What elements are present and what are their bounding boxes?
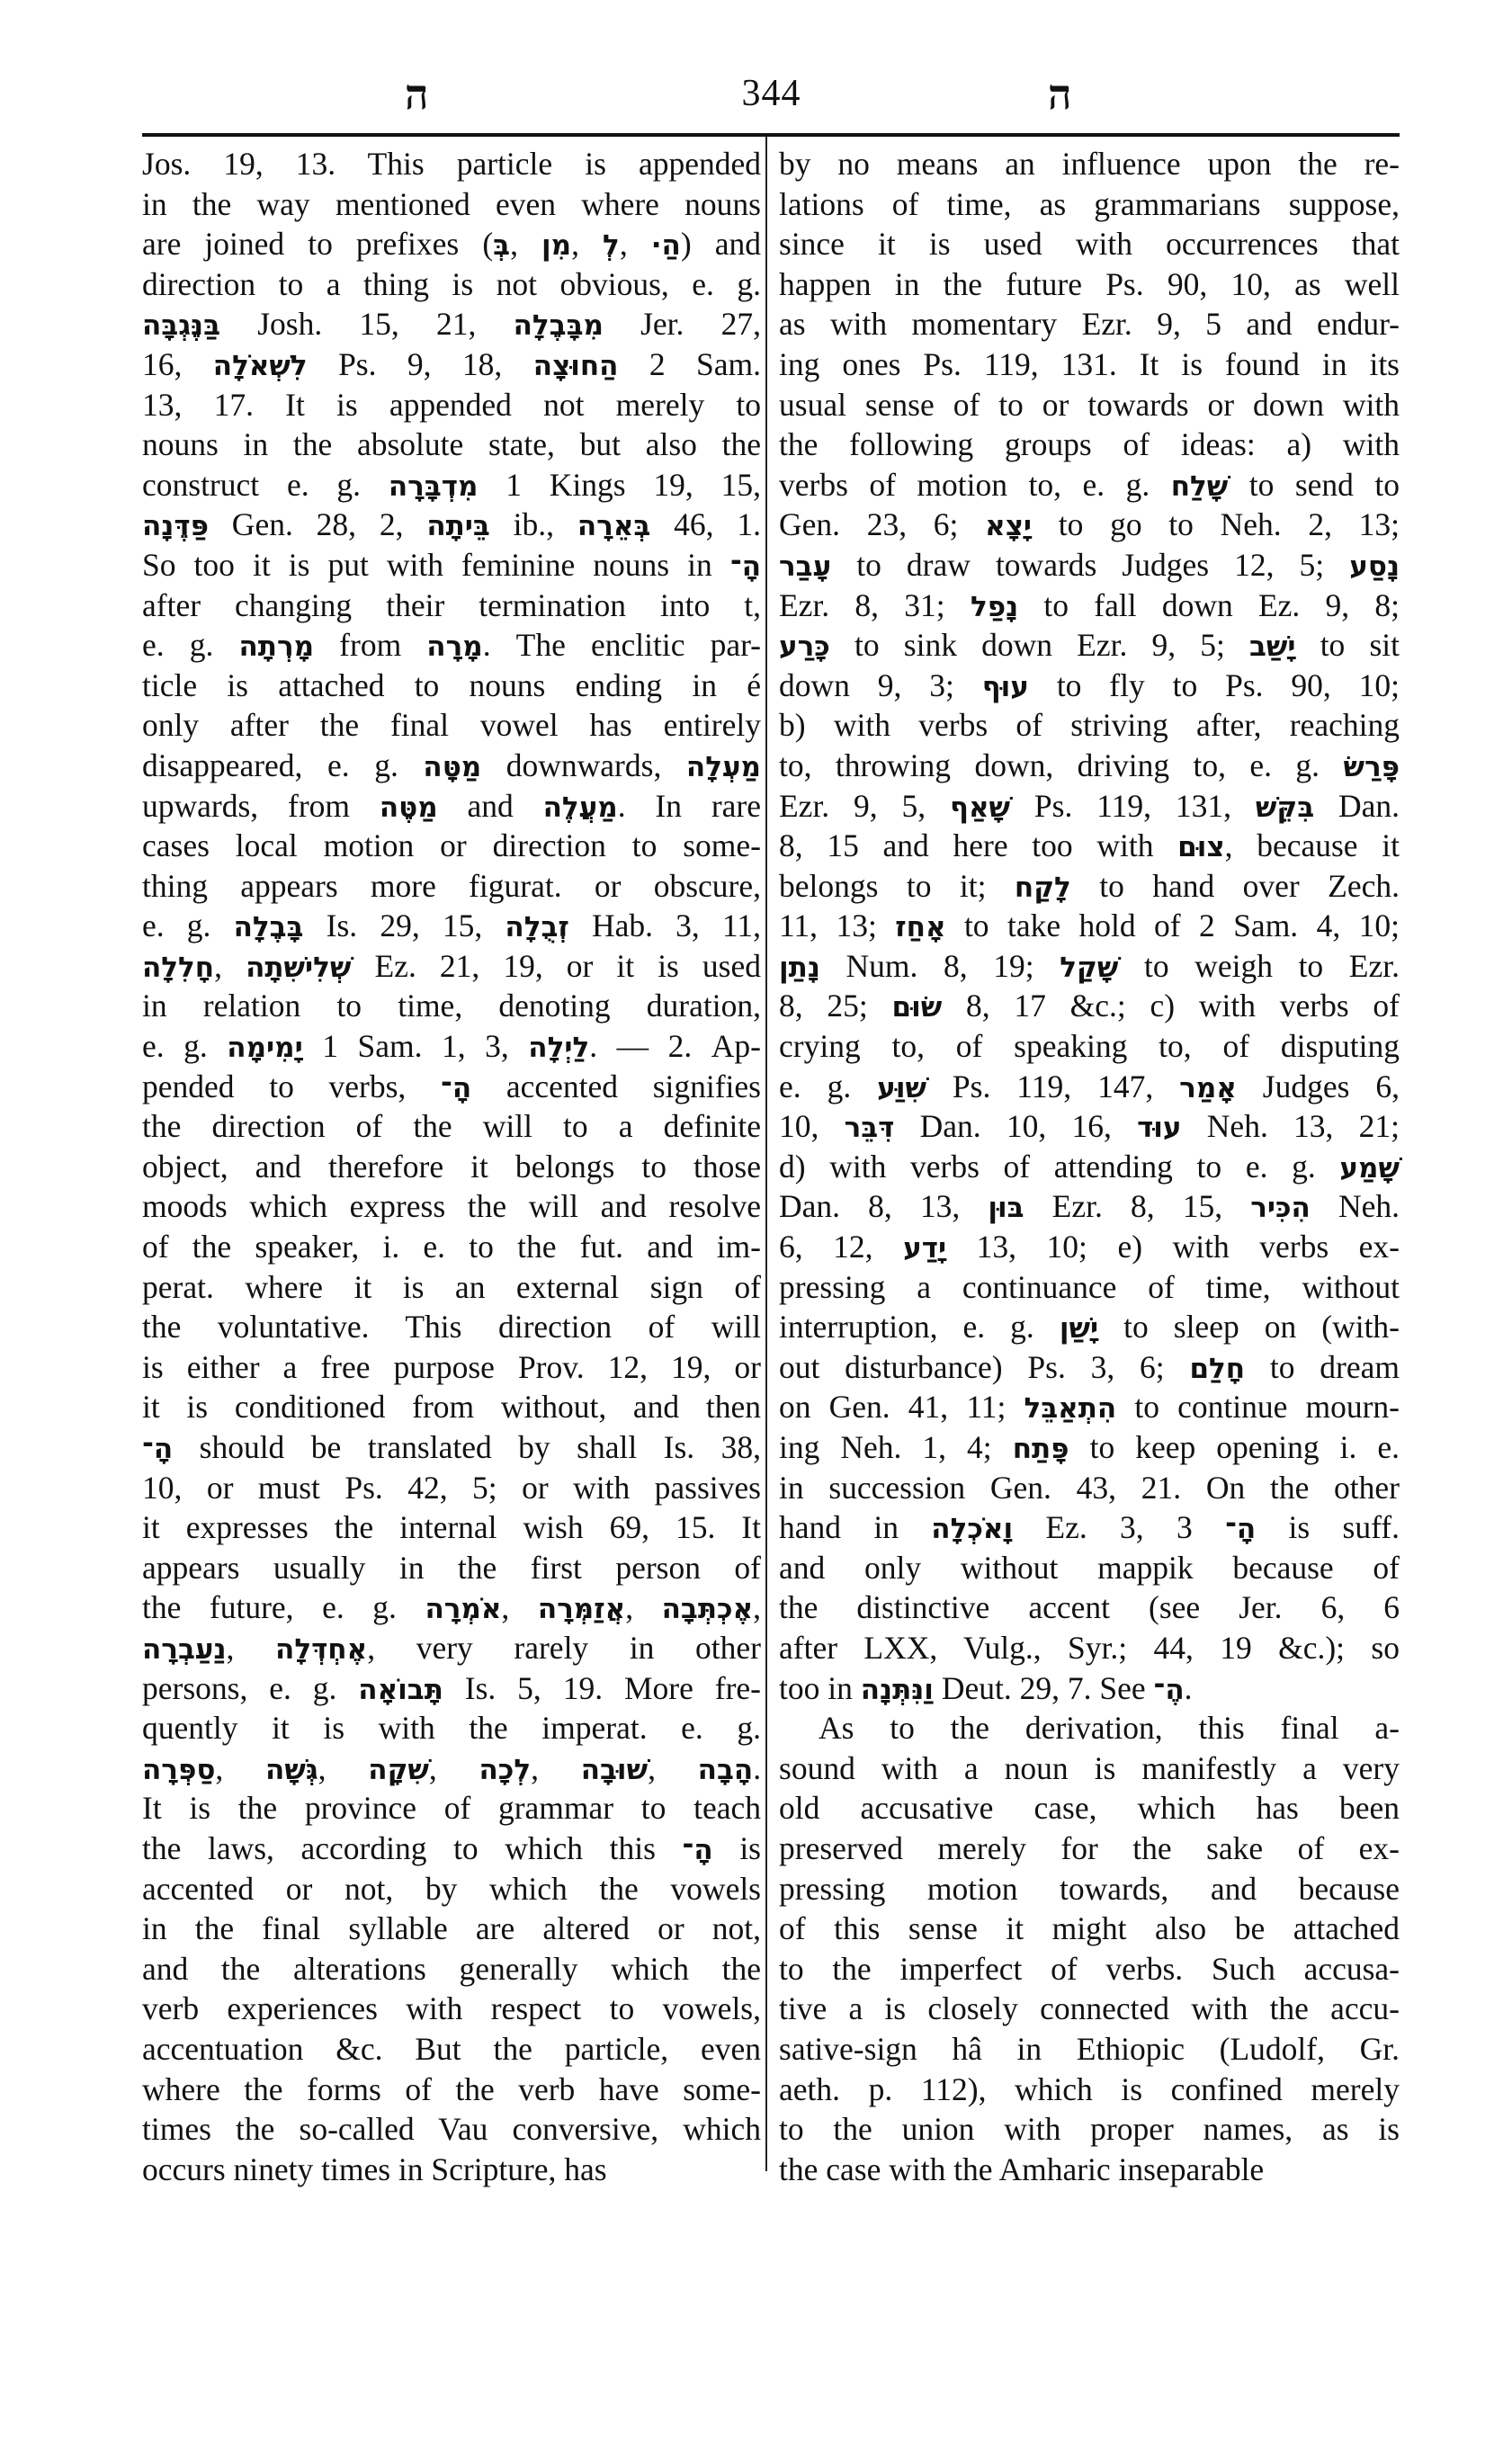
- text-line: the future, e. g. אֹמְרָה, אֲזַמְּרָה, אֶכְתְּבָה,: [142, 1589, 762, 1626]
- text-line: in relation to time, denoting duration,: [142, 988, 761, 1024]
- text-line: as with momentary Ezr. 9, 5 and endur-: [779, 306, 1400, 343]
- text-line: ing Neh. 1, 4; פָּתַח to keep opening i. e.: [779, 1429, 1400, 1465]
- text-line: d) with verbs of attending to e. g. שָׁמַע: [779, 1148, 1400, 1185]
- text-line: belongs to it; לָקַח to hand over Zech.: [779, 867, 1400, 904]
- text-line: 10, or must Ps. 42, 5; or with passives: [142, 1469, 761, 1506]
- text-line: 16, לִשְׁאֹלָה Ps. 9, 18, הַחוּצָה 2 Sam.: [142, 345, 761, 382]
- text-line: to, throwing down, driving to, e. g. פָּרַשׂ: [779, 747, 1400, 783]
- text-line: the voluntative. This direction of will: [142, 1309, 761, 1346]
- text-line: hand in וָאֹכְלָה Ez. 3, 3 הָ־ is suff.: [779, 1509, 1400, 1546]
- text-line: is either a free purpose Prov. 12, 19, or: [142, 1348, 761, 1385]
- column-divider: [765, 137, 767, 2171]
- text-line: moods which express the will and resolve: [142, 1188, 761, 1225]
- text-line: and only without mappik because of: [779, 1549, 1400, 1586]
- text-line: ing ones Ps. 119, 131. It is found in its: [779, 345, 1400, 382]
- text-line: pended to verbs, הָ־ accented signifies: [142, 1068, 761, 1104]
- text-line: times the so-called Vau conversive, which: [142, 2111, 761, 2148]
- header-rule: [142, 133, 1400, 137]
- text-line: the following groups of ideas: a) with: [779, 426, 1400, 463]
- text-line: Jos. 19, 13. This particle is appended: [142, 146, 761, 182]
- text-line: since it is used with occurrences that: [779, 226, 1400, 263]
- text-line: in succession Gen. 43, 21. On the other: [779, 1469, 1400, 1506]
- text-line: too in וַנִּתְּנָה Deut. 29, 7. See הֶ־.: [779, 1669, 1193, 1706]
- text-line: tive a is closely connected with the accu-: [779, 1990, 1400, 2027]
- text-line: crying to, of speaking to, of disputing: [779, 1028, 1400, 1065]
- text-line: happen in the future Ps. 90, 10, as well: [779, 265, 1400, 302]
- text-line: It is the province of grammar to teach: [142, 1790, 761, 1827]
- text-line: to the imperfect of verbs. Such accusa-: [779, 1950, 1400, 1987]
- text-line: sound with a noun is manifestly a very: [779, 1749, 1400, 1786]
- text-line: out disturbance) Ps. 3, 6; חָלַם to dream: [779, 1348, 1400, 1385]
- text-line: on Gen. 41, 11; הִתְאַבֵּל to continue mourn-: [779, 1389, 1400, 1426]
- header-letter-right: ה: [1048, 70, 1072, 119]
- text-line: בַּנֶּגְבָּה Josh. 15, 21, מִבָּבֶלָה Jer. 27,: [142, 306, 762, 343]
- text-line: after LXX, Vulg., Syr.; 44, 19 &c.); so: [779, 1629, 1400, 1666]
- text-line: appears usually in the first person of: [142, 1549, 761, 1586]
- text-line: the direction of the will to a definite: [142, 1108, 761, 1145]
- text-line: of the speaker, i. e. to the fut. and im-: [142, 1229, 761, 1265]
- text-line: it expresses the internal wish 69, 15. It: [142, 1509, 761, 1546]
- text-line: by no means an influence upon the re-: [779, 146, 1400, 182]
- text-line: 10, דִּבֵּר Dan. 10, 16, עוּד Neh. 13, 21;: [779, 1108, 1400, 1145]
- text-line: ticle is attached to nouns ending in é: [142, 666, 761, 703]
- text-line: object, and therefore it belongs to those: [142, 1148, 761, 1185]
- text-line: Ezr. 9, 5, שָׁאַף Ps. 119, 131, בִּקֵּשׁ Dan.: [779, 787, 1400, 824]
- text-line: הָ־ should be translated by shall Is. 38,: [142, 1429, 761, 1465]
- text-line: Ezr. 8, 31; נָפַל to fall down Ez. 9, 8;: [779, 586, 1400, 623]
- text-line: down 9, 3; עוּף to fly to Ps. 90, 10;: [779, 666, 1400, 703]
- text-line: accentuation &c. But the particle, even: [142, 2030, 761, 2067]
- text-line: direction to a thing is not obvious, e. g.: [142, 265, 761, 302]
- text-line: As to the derivation, this final a-: [819, 1710, 1400, 1747]
- left-column: [142, 144, 761, 2189]
- text-line: lations of time, as grammarians suppose,: [779, 185, 1400, 222]
- text-line: disappeared, e. g. מַטָּה downwards, מַעְלָה: [142, 747, 761, 783]
- text-line: occurs ninety times in Scripture, has: [142, 2150, 607, 2187]
- text-line: סַפְּרָה, גְּשָׁה, שִׁקָה, לְכָה, שׁוּבָה, הָבָה.: [142, 1749, 762, 1786]
- text-line: 13, 17. It is appended not merely to: [142, 386, 761, 423]
- text-line: to the union with proper names, as is: [779, 2111, 1400, 2148]
- text-line: e. g. בָּבֶלָה Is. 29, 15, זְבֻלָה Hab. 3, 11,: [142, 908, 761, 944]
- text-line: of this sense it might also be attached: [779, 1910, 1400, 1947]
- text-line: 6, 12, יָדַע 13, 10; e) with verbs ex-: [779, 1229, 1400, 1265]
- text-line: usual sense of to or towards or down with: [779, 386, 1400, 423]
- text-line: verb experiences with respect to vowels,: [142, 1990, 761, 2027]
- text-line: 8, 15 and here too with צוּם, because it: [779, 827, 1400, 864]
- text-line: 8, 25; שׂוּם 8, 17 &c.; c) with verbs of: [779, 988, 1400, 1024]
- text-line: where the forms of the verb have some-: [142, 2070, 761, 2107]
- text-line: in the way mentioned even where nouns: [142, 185, 761, 222]
- right-column: [779, 144, 1400, 2189]
- text-line: construct e. g. מִדְבָּרָה 1 Kings 19, 15,: [142, 466, 761, 503]
- text-line: פַּדֶּנָה Gen. 28, 2, בֵּיתָה ib., בְּאֵרָה 46, 1.: [142, 506, 761, 543]
- text-line: thing appears more figurat. or obscure,: [142, 867, 761, 904]
- text-line: interruption, e. g. יָשַׁן to sleep on (with-: [779, 1309, 1400, 1346]
- text-line: are joined to prefixes (בְּ, מִן, לְ, הַ·) and: [142, 226, 761, 263]
- text-line: in the final syllable are altered or not,: [142, 1910, 761, 1947]
- text-line: accented or not, by which the vowels: [142, 1870, 761, 1907]
- text-line: the distinctive accent (see Jer. 6, 6: [779, 1589, 1400, 1626]
- text-line: עָבַר to draw towards Judges 12, 5; נָסַע: [779, 546, 1400, 583]
- text-line: 11, 13; אָחַז to take hold of 2 Sam. 4, 10;: [779, 908, 1400, 944]
- text-line: cases local motion or direction to some-: [142, 827, 761, 864]
- text-line: נַעַבְרָה, אֶחְדְּלָה, very rarely in other: [142, 1629, 762, 1666]
- text-line: sative-sign hâ in Ethiopic (Ludolf, Gr.: [779, 2030, 1400, 2067]
- text-line: aeth. p. 112), which is confined merely: [779, 2070, 1400, 2107]
- text-line: old accusative case, which has been: [779, 1790, 1400, 1827]
- header-letter-left: ה: [405, 70, 429, 119]
- text-line: Dan. 8, 13, בּוּן Ezr. 8, 15, הִכִּיר Neh.: [779, 1188, 1400, 1225]
- text-line: b) with verbs of striving after, reaching: [779, 707, 1400, 744]
- text-line: nouns in the absolute state, but also the: [142, 426, 761, 463]
- text-line: preserved merely for the sake of ex-: [779, 1829, 1400, 1866]
- text-line: upwards, from מַטֶּה and מַעֲלֶה. In rare: [142, 787, 761, 824]
- text-line: the laws, according to which this הָ־ is: [142, 1829, 761, 1866]
- text-line: e. g. מָרְתָה from מָרָה. The enclitic par-: [142, 627, 762, 664]
- text-line: e. g. שִׁוַּע Ps. 119, 147, אָמַר Judges 6,: [779, 1068, 1400, 1104]
- text-line: it is conditioned from without, and then: [142, 1389, 761, 1426]
- text-line: חָלִלָה, שְׁלִישִׁתָה Ez. 21, 19, or it is used: [142, 947, 762, 984]
- text-line: Gen. 23, 6; יָצָא to go to Neh. 2, 13;: [779, 506, 1400, 543]
- text-line: pressing motion towards, and because: [779, 1870, 1400, 1907]
- text-line: verbs of motion to, e. g. שָׁלַח to send to: [779, 466, 1400, 503]
- text-line: persons, e. g. תָּבוֹאָה Is. 5, 19. More fre-: [142, 1669, 761, 1706]
- text-line: the case with the Amharic inseparable: [779, 2150, 1265, 2187]
- text-line: כָּרַע to sink down Ezr. 9, 5; יָשַׁב to sit: [779, 627, 1400, 664]
- text-line: e. g. יָמִימָה 1 Sam. 1, 3, לַיְלָה. — 2. Ap-: [142, 1028, 761, 1065]
- text-line: perat. where it is an external sign of: [142, 1268, 761, 1305]
- running-header: [144, 70, 1399, 124]
- text-line: only after the final vowel has entirely: [142, 707, 761, 744]
- page-number: 344: [741, 73, 801, 114]
- text-line: pressing a continuance of time, without: [779, 1268, 1400, 1305]
- text-line: and the alterations generally which the: [142, 1950, 761, 1987]
- text-line: quently it is with the imperat. e. g.: [142, 1710, 761, 1747]
- text-line: So too it is put with feminine nouns in הָ־: [142, 546, 761, 583]
- text-line: after changing their termination into t,: [142, 586, 761, 623]
- text-line: נָתַן Num. 8, 19; שָׁקַל to weigh to Ezr.: [779, 947, 1400, 984]
